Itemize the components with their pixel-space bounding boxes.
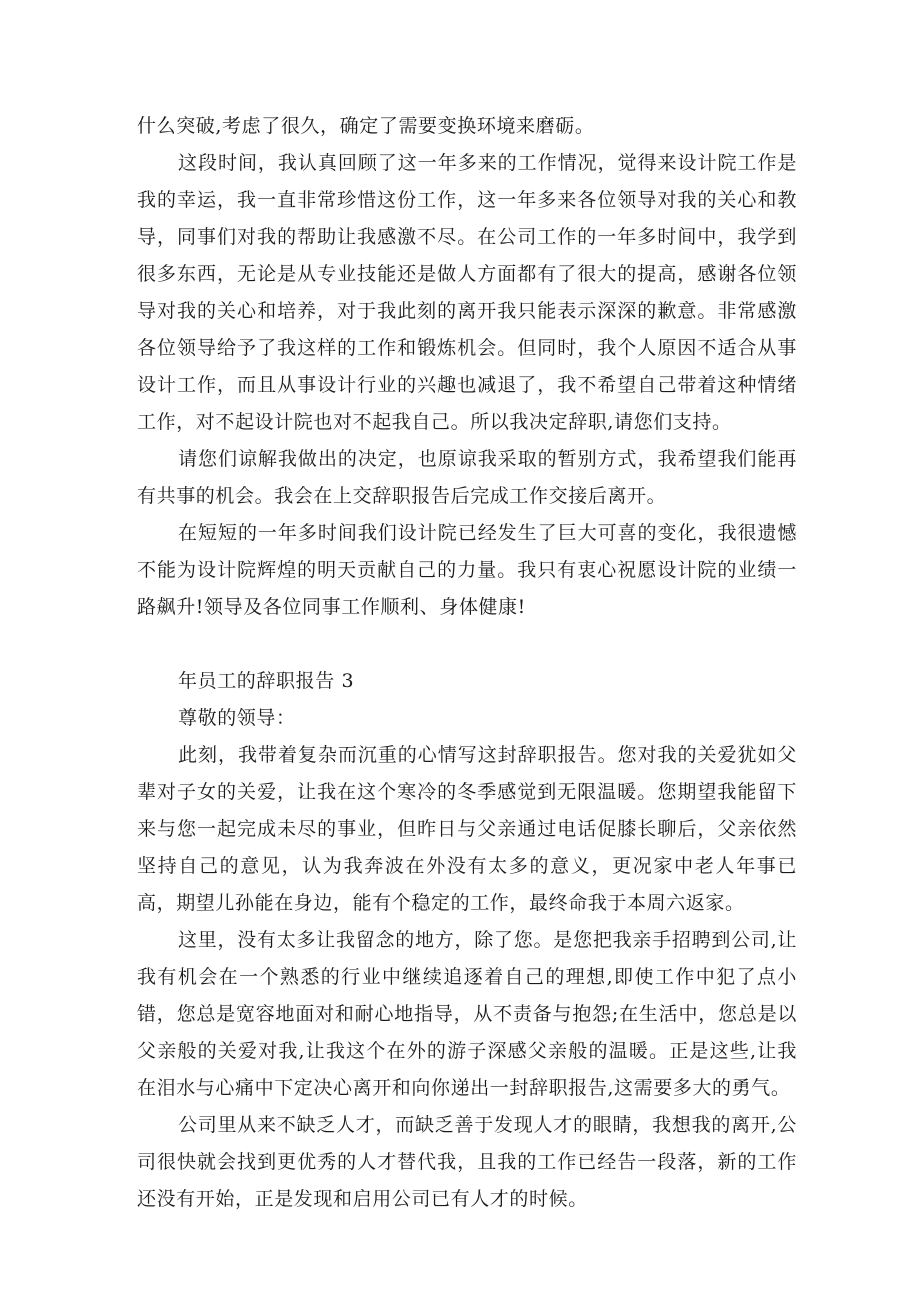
- document-body: [137, 108, 797, 1218]
- paragraph-continuation: 什么突破,考虑了很久，确定了需要变换环境来磨砺。: [137, 115, 595, 137]
- salutation: 尊敬的领导：: [178, 707, 296, 729]
- paragraph-work-review: 这段时间，我认真回顾了这一年多来的工作情况，觉得来设计院工作是我的幸运，我一直非常珍惜这份工作，这一年多来各位领导对我的关心和教导，同事们对我的帮助让我感激不尽。在公司工作的一年多时间中，我学到很多东西，无论是从专业技能还是做人方面都有了很大的提高，感谢各位领导对我的关心和培养，对于我此刻的离开我只能表示深深的歉意。非常感激各位领导给予了我这样的工作和锻炼机会。但同时，我个人原因不适合从事设计工作，而且从事设计行业的兴趣也减退了，我不希望自己带着这种情绪工作，对不起设计院也对不起我自己。所以我决定辞职,请您们支持。: [137, 152, 797, 433]
- section-title: 年员工的辞职报告 3: [178, 670, 355, 692]
- section-gap: [137, 626, 797, 663]
- paragraph-understanding: 请您们谅解我做出的决定，也原谅我采取的暂别方式，我希望我们能再有共事的机会。我会在上交辞职报告后完成工作交接后离开。: [137, 448, 797, 507]
- paragraph-feelings: 此刻，我带着复杂而沉重的心情写这封辞职报告。您对我的关爱犹如父辈对子女的关爱，让我在这个寒冷的冬季感觉到无限温暖。您期望我能留下来与您一起完成未尽的事业，但昨日与父亲通过电话促膝长聊后，父亲依然坚持自己的意见，认为我奔波在外没有太多的意义，更况家中老人年事已高，期望儿孙能在身边，能有个稳定的工作，最终命我于本周六返家。: [137, 744, 797, 914]
- paragraph-wishes: 在短短的一年多时间我们设计院已经发生了巨大可喜的变化，我很遗憾不能为设计院辉煌的明天贡献自己的力量。我只有衷心祝愿设计院的业绩一路飙升!领导及各位同事工作顺利、身体健康!: [137, 522, 797, 618]
- paragraph-talent: 公司里从来不缺乏人才，而缺乏善于发现人才的眼睛，我想我的离开,公司很快就会找到更优秀的人才替代我，且我的工作已经告一段落，新的工作还没有开始，正是发现和启用公司已有人才的时候。: [137, 1114, 797, 1210]
- paragraph-gratitude: 这里，没有太多让我留念的地方，除了您。是您把我亲手招聘到公司,让我有机会在一个熟悉的行业中继续追逐着自己的理想,即使工作中犯了点小错，您总是宽容地面对和耐心地指导，从不责备与抱怨;在生活中，您总是以父亲般的关爱对我,让我这个在外的游子深感父亲般的温暖。正是这些,让我在泪水与心痛中下定决心离开和向你递出一封辞职报告,这需要多大的勇气。: [137, 929, 797, 1099]
